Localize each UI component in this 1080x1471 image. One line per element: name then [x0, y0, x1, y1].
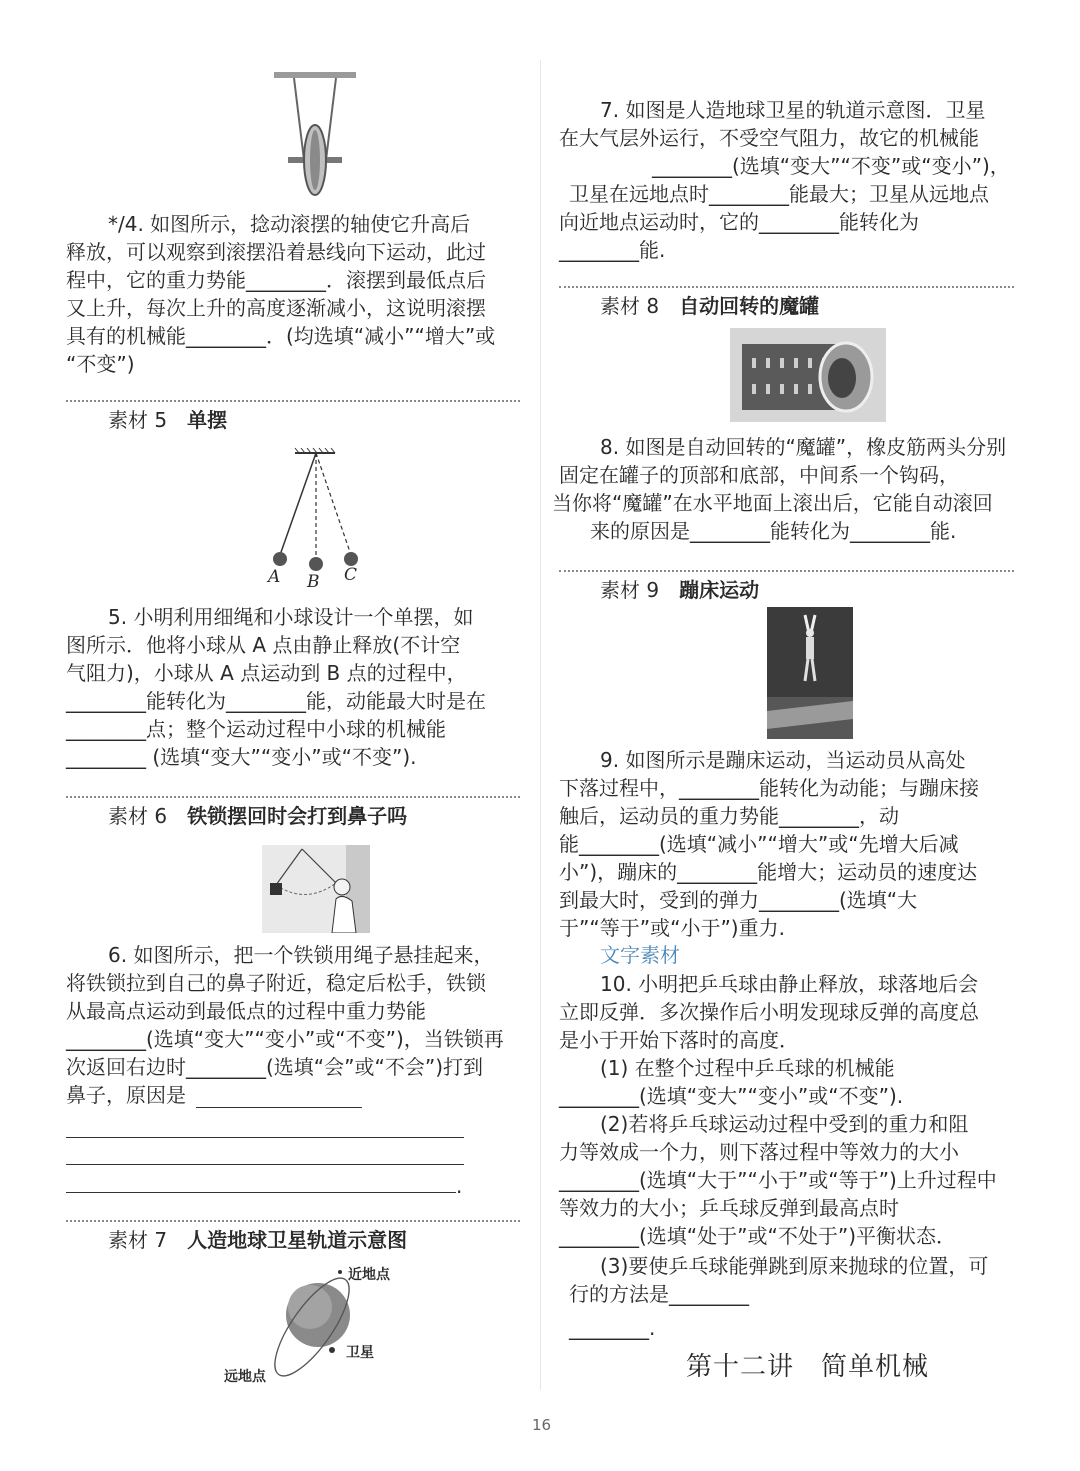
material-6-heading — [108, 802, 407, 830]
q5-line: 图所示．他将小球从 A 点由静止释放(不计空 — [66, 633, 461, 657]
material-5-heading — [108, 406, 227, 434]
text-material-heading: 文字素材 — [600, 943, 680, 967]
q5-line: ________ (选填“变大”“变小”或“不变”). — [66, 745, 417, 769]
q4-line: */4. 如图所示，捻动滚摆的轴使它升高后 — [108, 212, 471, 236]
q10-line: ________. — [569, 1316, 656, 1340]
label-a: A — [268, 567, 281, 587]
magic-can-figure — [730, 328, 886, 422]
satellite-label: 卫星 — [346, 1345, 374, 1361]
answer-blank — [66, 1164, 464, 1165]
q9-line: 小”)，蹦床的________能增大；运动员的速度达 — [559, 860, 978, 884]
q7-line: 卫星在远地点时________能最大；卫星从远地点 — [569, 182, 989, 206]
q10-line: 立即反弹．多次操作后小明发现球反弹的高度总 — [559, 1000, 979, 1024]
material-title: 自动回转的魔罐 — [679, 294, 820, 318]
q10-line: (3)要使乒乓球能弹跳到原来抛球的位置，可 — [600, 1254, 989, 1278]
label-c: C — [344, 565, 358, 585]
q10-line: ________(选填“大于”“小于”或“等于”)上升过程中 — [559, 1168, 997, 1192]
material-number: 素材 9 — [600, 578, 660, 602]
section-divider — [559, 570, 1014, 572]
material-9-heading — [600, 576, 759, 604]
q8-line: 当你将“魔罐”在水平地面上滚出后，它能自动滚回 — [552, 491, 993, 515]
q8-line: 来的原因是________能转化为________能. — [590, 519, 957, 543]
q4-line: 具有的机械能________．(均选填“减小”“增大”或 — [66, 324, 496, 348]
q7-line: 向近地点运动时，它的________能转化为 — [559, 210, 919, 234]
q6-line: 次返回右边时________(选填“会”或“不会”)打到 — [66, 1055, 484, 1079]
q5-line: 5. 小明利用细绳和小球设计一个单摆，如 — [108, 605, 474, 629]
perigee-label: 近地点 — [348, 1267, 390, 1283]
material-title: 蹦床运动 — [679, 578, 760, 602]
q6-line: ________(选填“变大”“变小”或“不变”)，当铁锁再 — [66, 1027, 504, 1051]
material-number: 素材 7 — [108, 1228, 168, 1252]
section-divider — [66, 400, 520, 402]
material-8-heading — [600, 292, 819, 320]
q7-line: ________(选填“变大”“不变”或“变小”)， — [652, 154, 1010, 178]
material-title: 人造地球卫星轨道示意图 — [187, 1228, 408, 1252]
q4-line: 又上升，每次上升的高度逐渐减小，这说明滚摆 — [66, 296, 486, 320]
q8-line: 固定在罐子的顶部和底部，中间系一个钩码， — [559, 463, 959, 487]
answer-blank — [196, 1107, 362, 1108]
q9-line: 9. 如图所示是蹦床运动，当运动员从高处 — [600, 748, 966, 772]
section-divider — [559, 286, 1014, 288]
q4-line: “不变”) — [66, 352, 135, 376]
q10-line: ________(选填“处于”或“不处于”)平衡状态． — [559, 1224, 957, 1248]
q4-line: 释放，可以观察到滚摆沿着悬线向下运动，此过 — [66, 240, 486, 264]
q6-line: 从最高点运动到最低点的过程中重力势能 — [66, 999, 426, 1023]
section-divider — [66, 796, 520, 798]
q4-line: 程中，它的重力势能________．滚摆到最低点后 — [66, 268, 486, 292]
q9-line: 触后，运动员的重力势能________，动 — [559, 804, 899, 828]
trampoline-figure — [767, 607, 853, 739]
page-number: 16 — [532, 1416, 552, 1434]
q6-line: 鼻子，原因是 — [66, 1083, 186, 1107]
apogee-label: 远地点 — [224, 1369, 266, 1385]
answer-blank — [66, 1192, 456, 1193]
material-7-heading — [108, 1226, 407, 1254]
q5-line: ________能转化为________能，动能最大时是在 — [66, 689, 486, 713]
q10-line: 行的方法是________ — [569, 1282, 749, 1306]
section-divider — [66, 1220, 520, 1222]
maxwell-wheel-figure — [270, 70, 360, 200]
material-number: 素材 8 — [600, 294, 660, 318]
iron-lock-figure — [262, 845, 370, 933]
q9-line: 到最大时，受到的弹力________(选填“大 — [559, 888, 918, 912]
pendulum-figure — [255, 447, 375, 593]
material-number: 素材 6 — [108, 804, 168, 828]
material-title: 铁锁摆回时会打到鼻子吗 — [187, 804, 408, 828]
answer-blank — [66, 1137, 464, 1138]
chapter-title: 第十二讲 简单机械 — [686, 1352, 930, 1382]
material-number: 素材 5 — [108, 408, 168, 432]
q10-line: 等效力的大小；乒乓球反弹到最高点时 — [559, 1196, 899, 1220]
q6-line: 6. 如图所示，把一个铁锁用绳子悬挂起来， — [108, 943, 494, 967]
q10-line: ________(选填“变大”“变小”或“不变”). — [559, 1084, 904, 1108]
q9-line: 于”“等于”或“小于”)重力. — [559, 916, 785, 940]
q8-line: 8. 如图是自动回转的“魔罐”，橡皮筋两头分别 — [600, 435, 1007, 459]
q6-line: 将铁锁拉到自己的鼻子附近，稳定后松手，铁锁 — [66, 971, 486, 995]
q9-line: 能________(选填“减小”“增大”或“先增大后减 — [559, 832, 959, 856]
q5-line: ________点；整个运动过程中小球的机械能 — [66, 717, 446, 741]
q10-line: 是小于开始下落时的高度． — [559, 1028, 799, 1052]
q10-line: (2)若将乒乓球运动过程中受到的重力和阻 — [600, 1112, 969, 1136]
answer-end-mark: . — [456, 1174, 463, 1198]
q7-line: ________能. — [559, 238, 666, 262]
q10-line: (1) 在整个过程中乒乓球的机械能 — [600, 1056, 895, 1080]
label-b: B — [307, 572, 320, 592]
q9-line: 下落过程中，________能转化为动能；与蹦床接 — [559, 776, 979, 800]
satellite-orbit-figure — [220, 1262, 420, 1387]
column-divider — [540, 60, 541, 1390]
q5-line: 气阻力)，小球从 A 点运动到 B 点的过程中， — [66, 661, 467, 685]
q7-line: 在大气层外运行，不受空气阻力，故它的机械能 — [559, 126, 979, 150]
q10-line: 力等效成一个力，则下落过程中等效力的大小 — [559, 1140, 959, 1164]
material-title: 单摆 — [187, 408, 228, 432]
q7-line: 7. 如图是人造地球卫星的轨道示意图．卫星 — [600, 98, 986, 122]
q10-line: 10. 小明把乒乓球由静止释放，球落地后会 — [600, 972, 979, 996]
